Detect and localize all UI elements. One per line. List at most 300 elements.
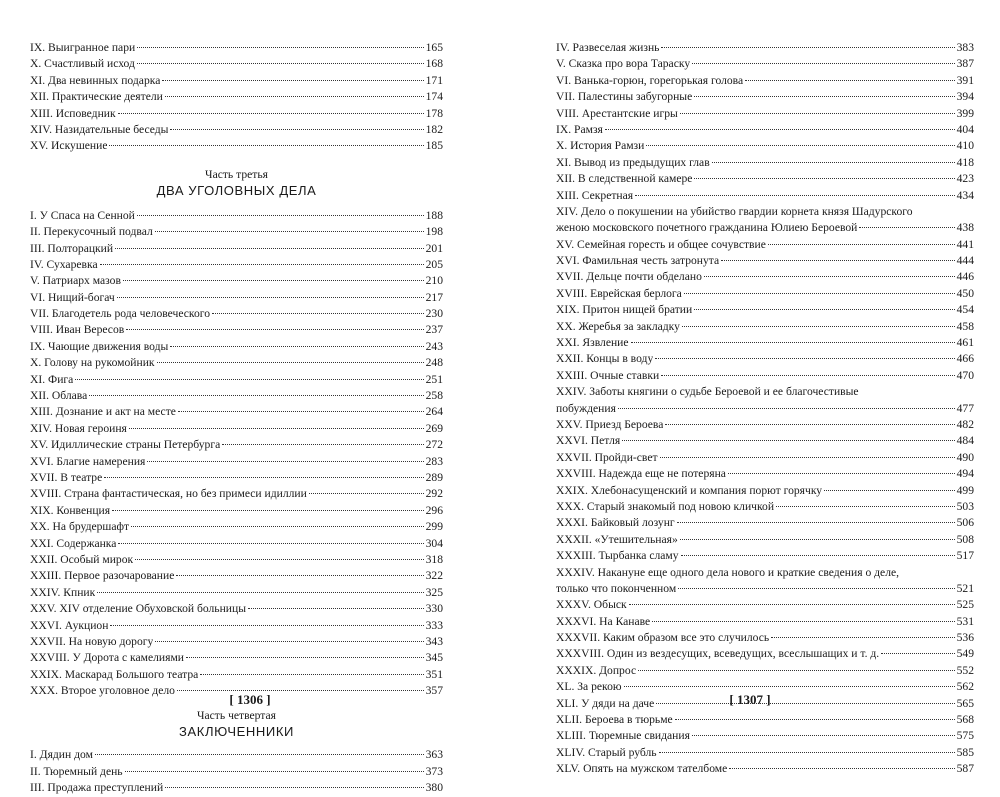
page-ref: 587 [956,762,974,776]
toc-entry [30,56,443,72]
dot-leader [177,690,424,691]
page-ref: 357 [425,684,443,698]
toc-entry [556,155,974,171]
dot-leader [100,264,424,265]
chapter-title: XIII. Дознание и акт на месте [30,405,176,419]
toc-entry [556,269,974,285]
page-ref: 258 [425,389,443,403]
chapter-title: XXIII. Первое разочарование [30,569,175,583]
dot-leader [97,592,423,593]
page-ref: 423 [956,172,974,186]
chapter-title: XXXII. «Утешительная» [556,532,678,546]
page-ref: 562 [956,680,974,694]
chapter-title: XLI. У дяди на даче [556,696,655,710]
toc-entry [556,188,974,204]
toc-entry [30,764,443,780]
dot-leader [126,329,423,330]
page-ref: 404 [956,122,974,136]
chapter-title: XXV. XIV отделение Обуховской больницы [30,602,246,616]
page-ref: 441 [956,237,974,251]
toc-entry [30,73,443,89]
page-ref: 438 [956,221,974,235]
page-ref: 503 [956,499,974,513]
dot-leader [131,526,424,527]
chapter-title: XXI. Содержанка [30,536,117,550]
left-page [0,0,500,795]
dot-leader [89,395,423,396]
toc-entry [30,257,443,273]
dot-leader [660,457,955,458]
dot-leader [631,342,955,343]
toc-entry [30,40,443,56]
page-ref: 363 [425,748,443,762]
page-ref: 531 [956,614,974,628]
chapter-title: IX. Чающие движения воды [30,339,169,353]
chapter-title: III. Продажа преступлений [30,781,164,795]
dot-leader [109,145,423,146]
page-ref: 171 [425,73,443,87]
page-ref: 188 [425,208,443,222]
chapter-title: XXII. Концы в воду [556,352,654,366]
dot-leader [75,379,423,380]
toc-list [30,208,443,700]
dot-leader [135,559,423,560]
chapter-title: IX. Рамзя [556,122,603,136]
page-ref: 444 [956,254,974,268]
toc-entry [30,388,443,404]
toc-entry [30,273,443,289]
chapter-title: XII. Практические деятели [30,90,163,104]
dot-leader [186,657,424,658]
page-ref: 477 [956,401,974,415]
toc-entry [556,417,974,433]
dot-leader [661,375,954,376]
chapter-title: I. У Спаса на Сенной [30,208,135,222]
page-ref: 322 [425,569,443,583]
page-ref: 272 [425,438,443,452]
toc-entry [30,355,443,371]
chapter-title: VI. Ванька-горюн, горегорькая голова [556,73,744,87]
toc-entry [556,646,974,662]
page-ref: 387 [956,57,974,71]
toc-entry [556,335,974,351]
chapter-title: VI. Нищий-богач [30,290,115,304]
chapter-title: II. Тюремный день [30,764,123,778]
chapter-title: XIV. Дело о покушении на убийство гвардии корнета князя Шадурского [556,204,913,218]
right-page [500,0,1000,776]
toc-entry [556,499,974,515]
page-ref: 318 [425,552,443,566]
dot-leader [659,752,955,753]
page-ref: 568 [956,713,974,727]
toc-entry [556,384,974,417]
chapter-title: XLIV. Старый рубль [556,745,657,759]
page-ref: 198 [425,225,443,239]
chapter-title: XI. Фига [30,372,74,386]
toc-entry [30,89,443,105]
dot-leader [624,686,955,687]
page-ref: 575 [956,729,974,743]
chapter-title: XXVII. На новую дорогу [30,634,154,648]
page-ref: 168 [425,57,443,71]
chapter-title: V. Сказка про вора Тараску [556,57,691,71]
dot-leader [165,96,424,97]
dot-leader [881,653,954,654]
dot-leader [681,555,955,556]
dot-leader [129,428,424,429]
dot-leader [117,297,424,298]
toc-entry [30,568,443,584]
chapter-title: I. Дядин дом [30,748,93,762]
toc-entry [556,663,974,679]
dot-leader [675,719,955,720]
dot-leader [618,408,955,409]
chapter-title: XXXVII. Каким образом все это случилось [556,631,770,645]
chapter-title: XXXIX. Допрос [556,663,637,677]
toc-entry [556,204,974,237]
chapter-title: XLIII. Тюремные свидания [556,729,690,743]
dot-leader [768,244,955,245]
dot-leader [170,346,423,347]
dot-leader [137,47,423,48]
chapter-title: XXVI. Аукцион [30,618,109,632]
chapter-title: XXXI. Байковый лозунг [556,516,675,530]
chapter-title: XV. Искушение [30,139,108,153]
toc-entry [556,614,974,630]
chapter-title: XXIII. Очные ставки [556,368,660,382]
chapter-title: X. Счастливый исход [30,57,135,71]
part-title: ДВА УГОЛОВНЫХ ДЕЛА [156,182,317,198]
chapter-title: XXIV. Кпник [30,585,96,599]
toc-list [30,747,443,796]
page-ref: 450 [956,286,974,300]
page-ref: 458 [956,319,974,333]
dot-leader [721,260,954,261]
chapter-title: XXVII. Пройди-свет [556,450,658,464]
page-ref: 299 [425,520,443,534]
toc-entry [30,322,443,338]
toc-entry [30,421,443,437]
dot-leader [680,113,955,114]
page-ref: 490 [956,450,974,464]
chapter-title: X. История Рамзи [556,139,645,153]
dot-leader [692,735,955,736]
dot-leader [678,588,954,589]
page-ref: 399 [956,106,974,120]
page-ref: 494 [956,467,974,481]
dot-leader [123,280,424,281]
toc-entry [556,171,974,187]
dot-leader [776,506,955,507]
chapter-title: XX. Жеребья за закладку [556,319,680,333]
dot-leader [635,195,955,196]
page-ref: 565 [956,696,974,710]
dot-leader [165,787,423,788]
chapter-title: женою московского почетного гражданина Юлиею Бероевой [556,221,858,235]
page-ref: 165 [425,41,443,54]
dot-leader [694,178,954,179]
chapter-title: XI. Вывод из предыдущих глав [556,155,710,169]
chapter-title: XXX. Старый знакомый под новою кличкой [556,499,775,513]
page-ref: 549 [956,647,974,661]
page-ref: 536 [956,631,974,645]
toc-entry [30,470,443,486]
dot-leader [622,440,954,441]
toc-entry [30,290,443,306]
dot-leader [157,362,424,363]
page-ref: 380 [425,781,443,795]
page-ref: 506 [956,516,974,530]
toc-entry [556,73,974,89]
page-ref: 201 [425,241,443,255]
dot-leader [694,309,954,310]
toc-entry [556,319,974,335]
dot-leader [665,424,954,425]
chapter-title: XX. На брудершафт [30,520,130,534]
dot-leader [137,215,424,216]
toc-entry [556,728,974,744]
chapter-title: III. Полторацкий [30,241,114,255]
page-ref: 289 [425,470,443,484]
part-label: Часть четвертая [196,709,276,723]
toc-entry [30,224,443,240]
toc-entry [556,761,974,777]
toc-entry [30,138,443,154]
chapter-title: V. Патриарх мазов [30,274,121,288]
toc-entry [30,650,443,666]
page-ref: 325 [425,585,443,599]
chapter-title: VII. Палестины забугорные [556,90,693,104]
dot-leader [137,63,424,64]
page-ref: 205 [425,257,443,271]
dot-leader [692,63,954,64]
toc-list [556,40,974,778]
chapter-title: XV. Идиллические страны Петербурга [30,438,221,452]
chapter-title: только что поконченном [556,581,677,595]
chapter-title: XXII. Особый мирок [30,552,134,566]
page-ref: 217 [425,290,443,304]
chapter-title: XXIV. Заботы княгини о судьбе Бероевой и ее благочестивые [556,385,859,399]
chapter-title: XIV. Назидательные беседы [30,122,169,136]
dot-leader [248,608,424,609]
chapter-title: XIII. Исповедник [30,106,116,120]
dot-leader [859,227,954,228]
page-ref: 351 [425,667,443,681]
dot-leader [115,248,424,249]
toc-entry [30,454,443,470]
toc-entry [30,404,443,420]
dot-leader [661,47,954,48]
dot-leader [155,231,424,232]
page-ref: 174 [425,90,443,104]
dot-leader [200,674,423,675]
chapter-title: XXXVI. На Канаве [556,614,651,628]
page-ref: 269 [425,421,443,435]
toc-entry [30,618,443,634]
dot-leader [694,96,954,97]
page-ref: 391 [956,73,974,87]
chapter-title: XXIX. Маскарад Большого театра [30,667,199,681]
toc-entry [30,208,443,224]
toc-entry [556,351,974,367]
toc-entry [30,601,443,617]
page-ref: 525 [956,598,974,612]
dot-leader [176,575,423,576]
toc-entry [30,122,443,138]
dot-leader [682,326,955,327]
page-number: [ 1307 ] [729,692,771,707]
chapter-title: XXVI. Петля [556,434,621,448]
page-ref: 248 [425,356,443,370]
chapter-title: XXVIII. У Дорота с камелиями [30,651,184,665]
page-ref: 330 [425,602,443,616]
toc-entry [30,585,443,601]
chapter-title: IV. Развеселая жизнь [556,41,660,54]
toc-entry [30,519,443,535]
page-ref: 296 [425,503,443,517]
toc-entry [556,89,974,105]
dot-leader [729,768,954,769]
toc-entry [556,433,974,449]
page-ref: 517 [956,549,974,563]
chapter-title: XXXV. Обыск [556,598,627,612]
page-ref: 410 [956,139,974,153]
part-heading [30,709,443,741]
page-ref: 237 [425,323,443,337]
page-ref: 243 [425,339,443,353]
page-ref: 470 [956,368,974,382]
toc-entry [556,565,974,598]
chapter-title: XVI. Фамильная честь затронута [556,254,720,268]
page-ref: 345 [425,651,443,665]
toc-entry [556,40,974,56]
toc-entry [556,483,974,499]
chapter-title: II. Перекусочный подвал [30,225,153,239]
toc-entry [30,667,443,683]
page-ref: 454 [956,303,974,317]
toc-entry [30,552,443,568]
dot-leader [125,771,424,772]
toc-entry [30,372,443,388]
toc-entry [556,56,974,72]
chapter-title: XII. Облава [30,389,88,403]
chapter-title: X. Голову на рукомойник [30,356,155,370]
dot-leader [655,358,954,359]
page-ref: 343 [425,634,443,648]
page-number: [ 1306 ] [229,692,271,707]
page-ref: 283 [425,454,443,468]
page-ref: 466 [956,352,974,366]
page-ref: 521 [956,581,974,595]
dot-leader [118,543,423,544]
toc-entry [556,106,974,122]
dot-leader [110,625,423,626]
page-ref: 552 [956,663,974,677]
chapter-title: XXXIII. Тырбанка сламу [556,549,679,563]
toc-entry [556,532,974,548]
page-ref: 178 [425,106,443,120]
chapter-title: XIV. Новая героиня [30,421,127,435]
toc-entry [30,241,443,257]
dot-leader [684,293,955,294]
page-ref: 499 [956,483,974,497]
dot-leader [680,539,955,540]
chapter-title: XIX. Притон нищей братии [556,303,693,317]
dot-leader [638,670,955,671]
chapter-title: XXXVIII. Один из вездесущих, всеведущих, всеслышащих и т. д. [556,647,880,661]
dot-leader [112,510,424,511]
toc-right [556,40,974,778]
chapter-title: XV. Семейная горесть и общее сочувствие [556,237,766,251]
dot-leader [147,461,423,462]
toc-entry [30,486,443,502]
dot-leader [309,493,424,494]
page-ref: 482 [956,417,974,431]
dot-leader [824,490,955,491]
toc-entry [556,745,974,761]
toc-entry [30,339,443,355]
page-ref: 264 [425,405,443,419]
toc-entry [556,597,974,613]
toc-entry [30,780,443,796]
toc-entry [556,302,974,318]
toc-entry [30,536,443,552]
page-ref: 446 [956,270,974,284]
toc-entry [556,138,974,154]
chapter-title: XLV. Опять на мужском тателбоме [556,762,728,776]
toc-entry [556,122,974,138]
chapter-title: XVI. Благие намерения [30,454,146,468]
page-ref: 394 [956,90,974,104]
toc-entry [556,712,974,728]
chapter-title: побуждения [556,401,616,415]
dot-leader [677,522,955,523]
chapter-title: XXI. Язвление [556,336,629,350]
toc-entry [30,306,443,322]
dot-leader [212,313,424,314]
toc-left [30,40,443,797]
page-ref: 434 [956,188,974,202]
dot-leader [170,129,423,130]
dot-leader [712,162,955,163]
dot-leader [118,113,424,114]
chapter-title: IV. Сухаревка [30,257,98,271]
toc-entry [30,503,443,519]
part-heading [30,168,443,200]
dot-leader [652,621,954,622]
chapter-title: IX. Выигранное пари [30,41,136,54]
dot-leader [95,754,424,755]
page-ref: 418 [956,155,974,169]
dot-leader [222,444,423,445]
chapter-title: XLII. Бероева в тюрьме [556,713,673,727]
page-ref: 508 [956,532,974,546]
toc-entry [30,437,443,453]
dot-leader [629,604,955,605]
chapter-title: XVIII. Еврейская берлога [556,286,682,300]
toc-entry [556,630,974,646]
toc-entry-line [556,220,974,236]
page-ref: 373 [425,764,443,778]
chapter-title: XL. За рекою [556,680,622,694]
dot-leader [745,80,954,81]
toc-entry [30,634,443,650]
chapter-title: XXIX. Хлебонасущенский и компания порют горячку [556,483,823,497]
page-ref: 461 [956,336,974,350]
toc-entry [556,466,974,482]
page-ref: 230 [425,307,443,321]
chapter-title: VIII. Иван Вересов [30,323,125,337]
